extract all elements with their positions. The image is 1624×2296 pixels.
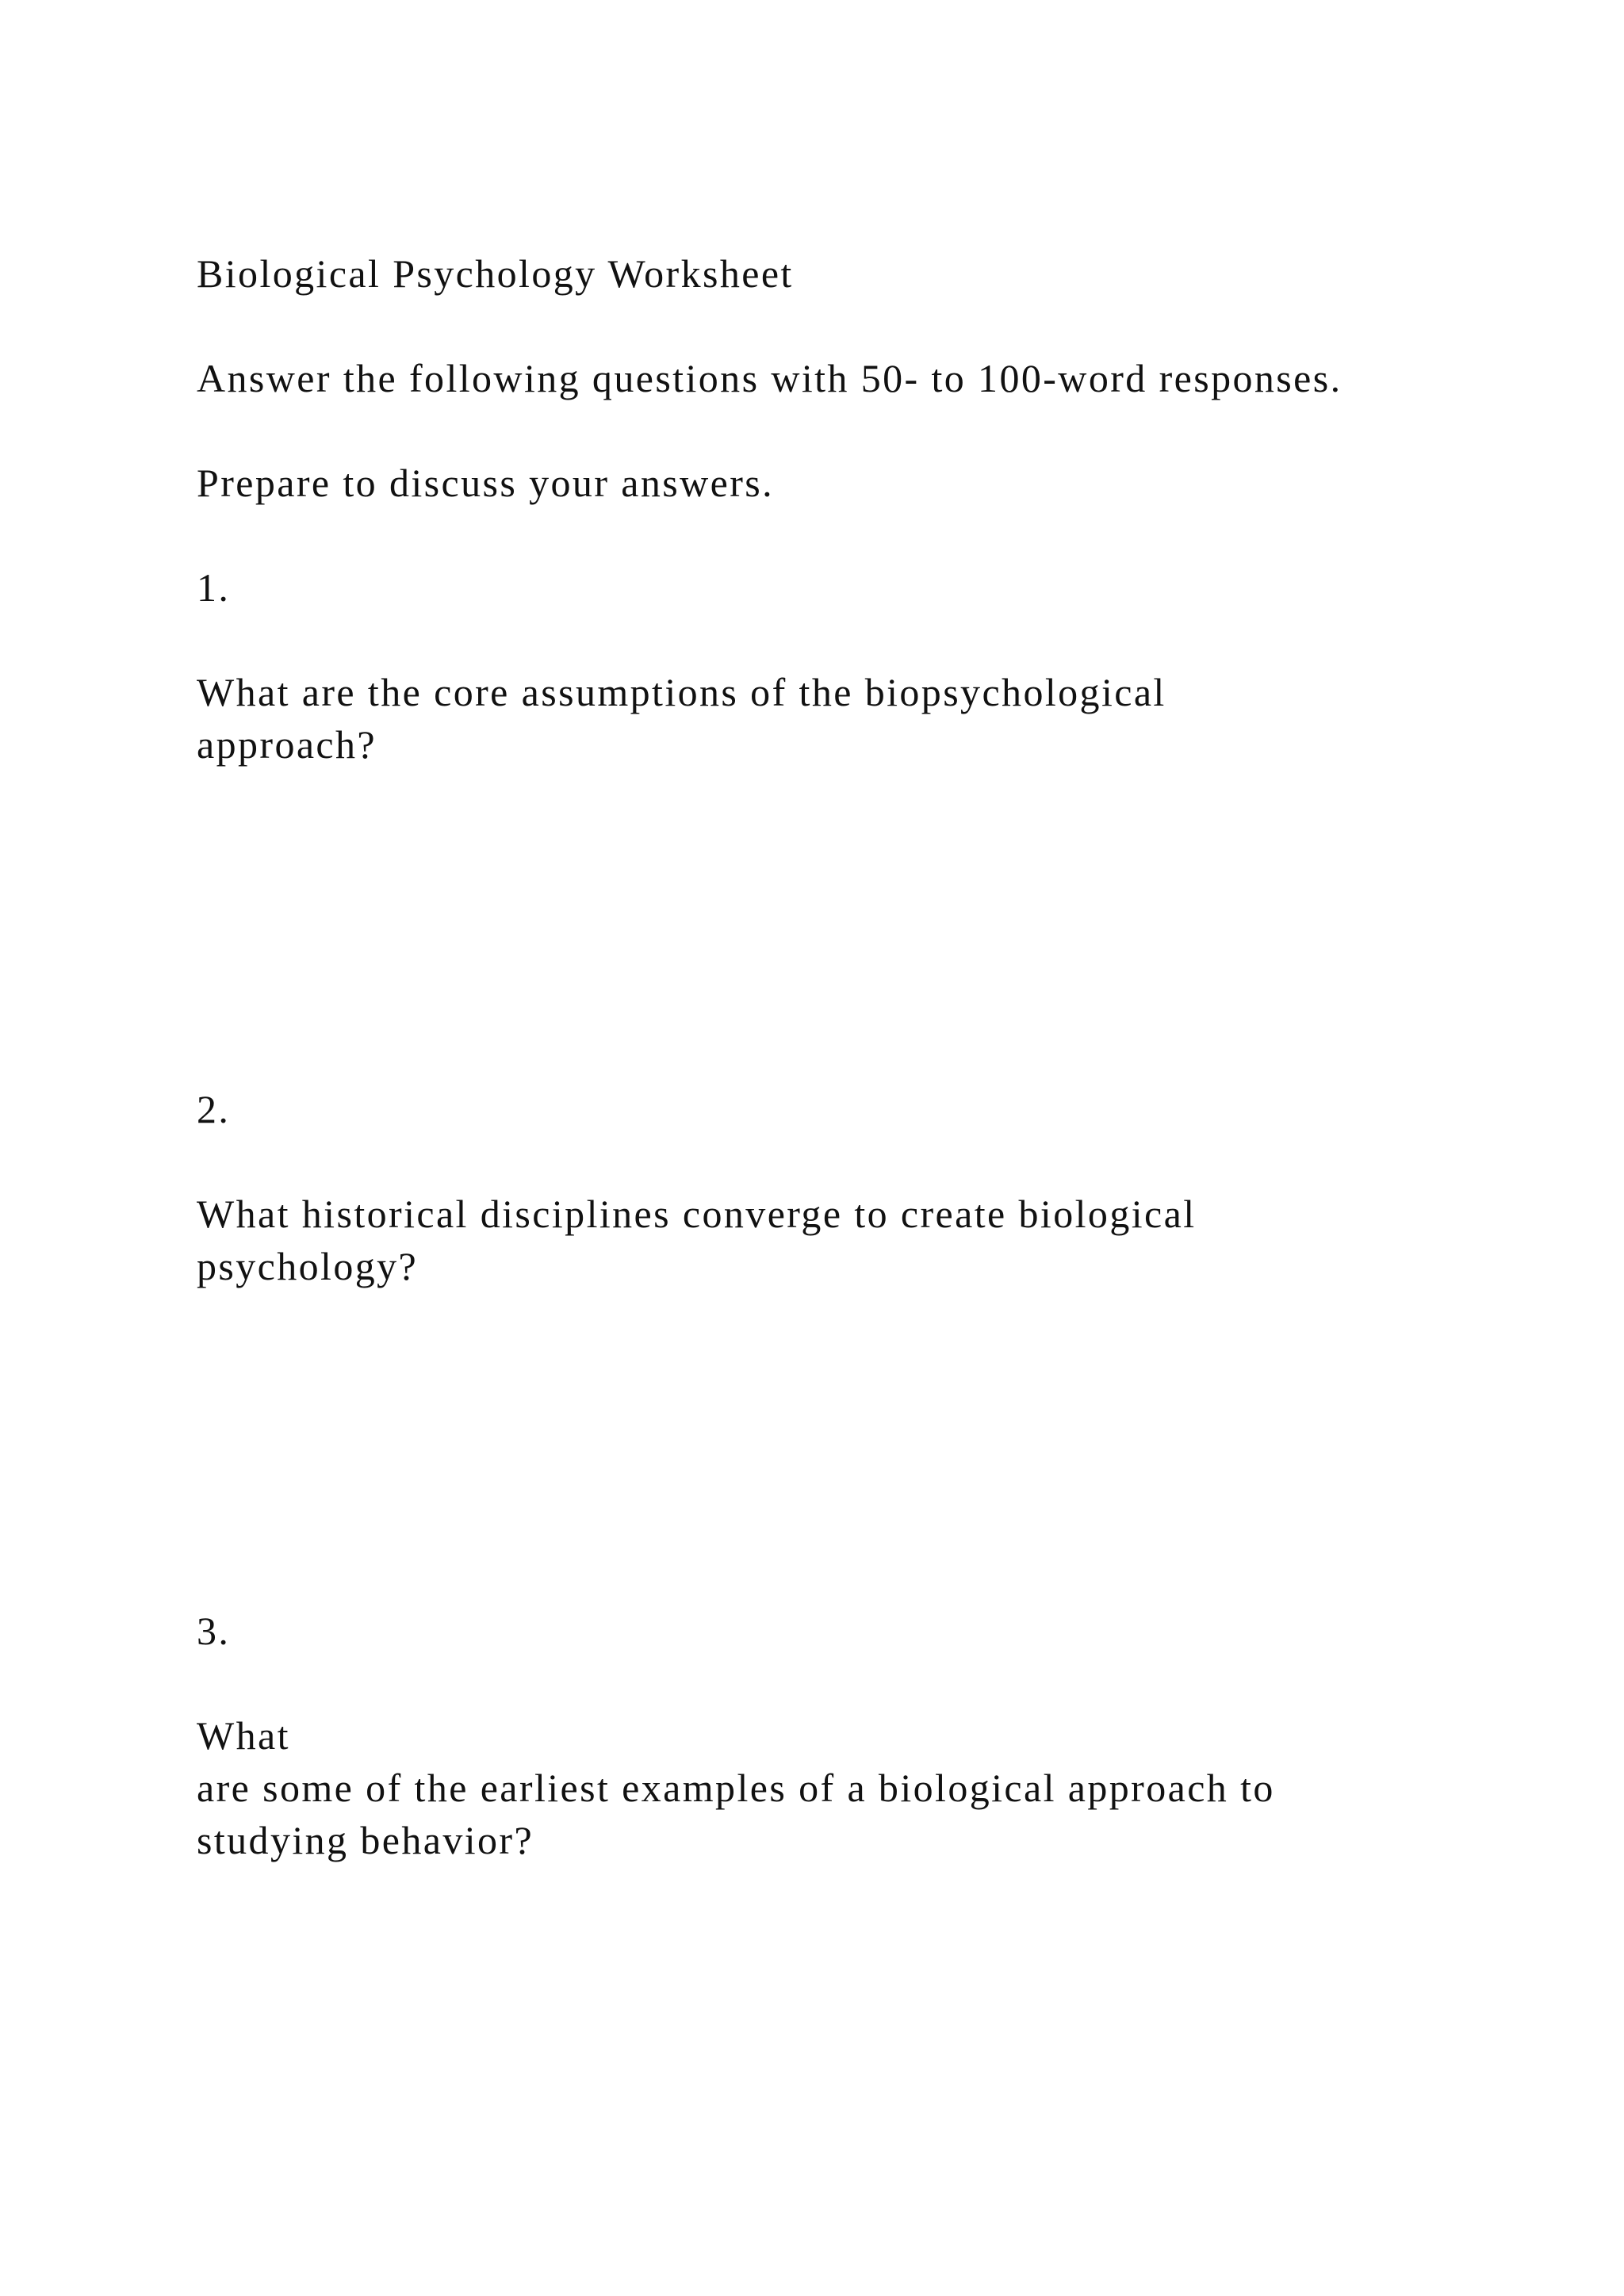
question-text-line: What bbox=[197, 1713, 290, 1758]
instruction-discuss: Prepare to discuss your answers. bbox=[197, 461, 775, 505]
question-text-line: psychology? bbox=[197, 1244, 419, 1288]
question-text-line: are some of the earliest examples of a biological approach to bbox=[197, 1766, 1275, 1810]
question-text-line: approach? bbox=[197, 722, 377, 767]
question-text-line: What historical disciplines converge to create biological bbox=[197, 1192, 1197, 1236]
question-number: 3. bbox=[197, 1609, 231, 1653]
question-number: 1. bbox=[197, 565, 231, 610]
instruction-word-count: Answer the following questions with 50- to 100-word responses. bbox=[197, 356, 1342, 400]
page-title: Biological Psychology Worksheet bbox=[197, 251, 794, 296]
question-number: 2. bbox=[197, 1087, 231, 1131]
question-text-line: What are the core assumptions of the biopsychological bbox=[197, 670, 1166, 714]
question-text-line: studying behavior? bbox=[197, 1818, 534, 1862]
